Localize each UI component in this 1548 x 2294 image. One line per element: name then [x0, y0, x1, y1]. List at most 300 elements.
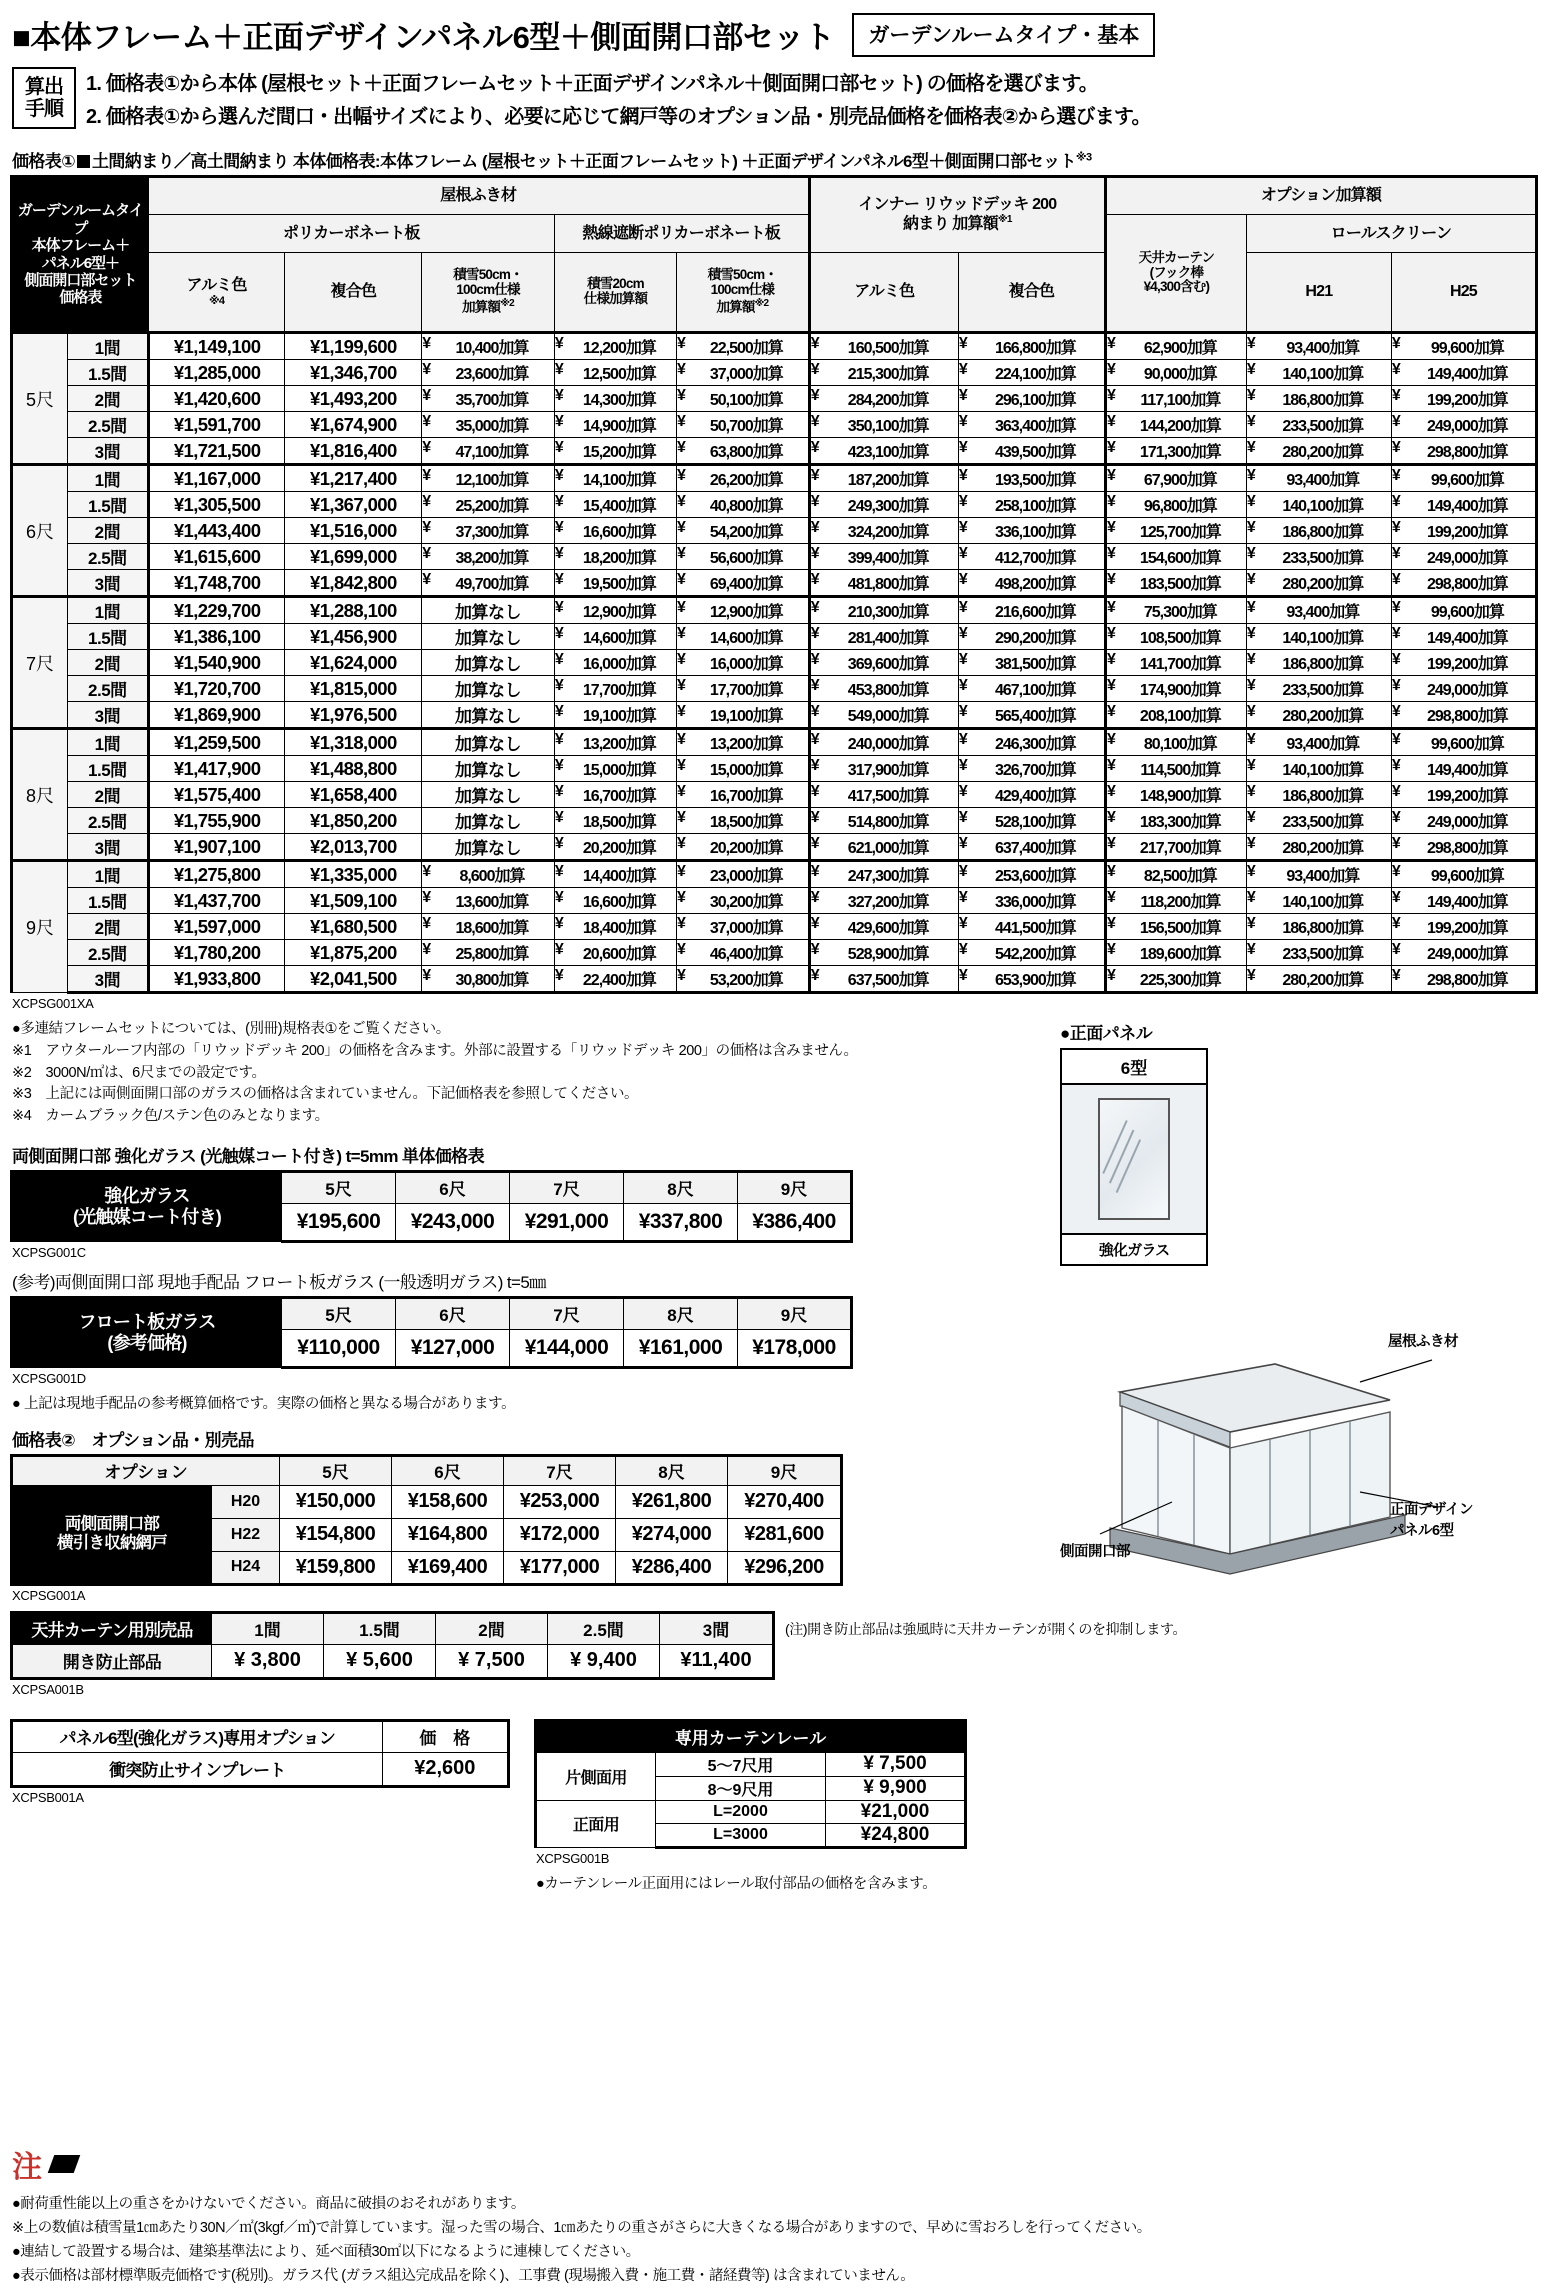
procedure-label	[12, 67, 76, 129]
illustration-column	[1060, 1019, 1530, 1895]
ceiling-table-code: XCPSA001B	[12, 1681, 84, 1697]
table-cell-addition: ¥ 186,800加算	[1246, 386, 1391, 412]
main-table-caption-pre: 価格表①	[12, 152, 75, 171]
table-cell-addition: ¥ 23,000加算	[677, 861, 810, 888]
table-cell-addition: ¥ 49,700加算	[422, 570, 555, 597]
table-cell-addition: ¥ 429,600加算	[809, 914, 958, 940]
table-cell-addition: ¥ 258,100加算	[958, 492, 1105, 518]
table-cell-addition: ¥ 19,100加算	[554, 702, 676, 729]
table-cell-addition: ¥ 35,000加算	[422, 412, 555, 438]
option-price-cell: ¥158,600	[392, 1485, 504, 1518]
table-cell-addition: ¥ 37,000加算	[677, 914, 810, 940]
row-group-shaku: 5尺	[12, 333, 68, 465]
glass-val-2: ¥291,000	[510, 1203, 624, 1241]
table-cell-addition: ¥ 63,800加算	[677, 438, 810, 465]
table-cell-price-alumi: ¥1,259,500	[148, 729, 285, 756]
table-cell-addition: ¥ 12,100加算	[422, 465, 555, 492]
table-cell-addition: ¥ 149,400加算	[1391, 624, 1536, 650]
float-val-2: ¥144,000	[510, 1329, 624, 1367]
table-cell-price-fukugo: ¥1,509,100	[285, 888, 422, 914]
ceiling-val-2: ¥ 7,500	[436, 1644, 548, 1678]
table-cell-addition: ¥ 233,500加算	[1246, 544, 1391, 570]
table-cell-addition: ¥ 233,500加算	[1246, 412, 1391, 438]
table-cell-price-fukugo: ¥1,217,400	[285, 465, 422, 492]
table-cell-addition: ¥ 117,100加算	[1105, 386, 1246, 412]
table-cell-addition: ¥ 154,600加算	[1105, 544, 1246, 570]
table-cell-addition: ¥ 93,400加算	[1246, 333, 1391, 360]
table-cell-addition: ¥ 37,000加算	[677, 360, 810, 386]
row-label-ken: 2間	[67, 782, 148, 808]
table-cell-addition: ¥ 187,200加算	[809, 465, 958, 492]
row-label-ken: 3間	[67, 834, 148, 861]
table-cell-price-alumi: ¥1,591,700	[148, 412, 285, 438]
ceiling-parts-table	[10, 1611, 775, 1680]
float-price-table	[10, 1296, 853, 1369]
table-cell-price-alumi: ¥1,167,000	[148, 465, 285, 492]
glass-col-4: 9尺	[738, 1171, 852, 1203]
table-cell-addition: ¥ 140,100加算	[1246, 624, 1391, 650]
table-cell-addition: ¥ 54,200加算	[677, 518, 810, 544]
ceiling-val-0: ¥ 3,800	[212, 1644, 324, 1678]
panel-option-code: XCPSB001A	[12, 1789, 84, 1805]
table-cell-addition: ¥ 498,200加算	[958, 570, 1105, 597]
procedure-label-line2: 手順	[25, 98, 63, 120]
table-cell-addition: ¥ 249,000加算	[1391, 676, 1536, 702]
option-price-cell: ¥281,600	[728, 1518, 842, 1551]
float-val-1: ¥127,000	[396, 1329, 510, 1367]
row-label-ken: 2間	[67, 386, 148, 412]
row-label-ken: 3間	[67, 438, 148, 465]
table-row	[12, 782, 1537, 808]
table-row	[12, 570, 1537, 597]
table-cell-price-alumi: ¥1,149,100	[148, 333, 285, 360]
group-header-option: オプション加算額	[1105, 177, 1536, 215]
ceiling-col-1: 1.5間	[324, 1612, 436, 1644]
table-cell-addition: ¥ 140,100加算	[1246, 360, 1391, 386]
garden-room-diagram	[1060, 1302, 1530, 1602]
table-cell-addition: ¥ 17,700加算	[554, 676, 676, 702]
table-cell-addition: ¥ 23,600加算	[422, 360, 555, 386]
panel-option-value: ¥2,600	[382, 1752, 508, 1786]
glass-table-caption: 両側面開口部 強化ガラス (光触媒コート付き) t=5mm 単体価格表	[12, 1146, 484, 1166]
corner-label-3: パネル6型＋	[41, 254, 120, 272]
row-label-ken: 1間	[67, 597, 148, 624]
panel-option-table	[10, 1719, 510, 1788]
rail-group-1: 正面用	[536, 1800, 656, 1847]
table-cell-addition: ¥ 240,000加算	[809, 729, 958, 756]
main-table-code: XCPSG001XA	[12, 996, 94, 1011]
option-price-cell: ¥286,400	[616, 1551, 728, 1584]
table-cell-addition: ¥ 16,700加算	[554, 782, 676, 808]
glass-val-1: ¥243,000	[396, 1203, 510, 1241]
table-cell-addition: ¥ 160,500加算	[809, 333, 958, 360]
corner-label-1: ガーデンルームタイプ	[17, 202, 143, 237]
table-cell-addition: ¥ 217,700加算	[1105, 834, 1246, 861]
table-cell-price-fukugo: ¥1,456,900	[285, 624, 422, 650]
table-row	[12, 1485, 842, 1518]
table-cell-price-fukugo: ¥1,674,900	[285, 412, 422, 438]
rail-val-0: ¥ 7,500	[826, 1752, 966, 1776]
table-cell-addition: ¥ 549,000加算	[809, 702, 958, 729]
table-row	[12, 624, 1537, 650]
table-cell-addition: ¥ 233,500加算	[1246, 808, 1391, 834]
table-cell-addition: ¥ 542,200加算	[958, 940, 1105, 966]
table-row	[12, 834, 1537, 861]
table-cell-addition: ¥ 75,300加算	[1105, 597, 1246, 624]
panel-illustration	[1062, 1085, 1206, 1235]
caution-header	[12, 2142, 1532, 2186]
table-cell-addition: ¥ 14,600加算	[677, 624, 810, 650]
table-cell-addition: ¥ 13,200加算	[677, 729, 810, 756]
table-cell-addition: ¥ 412,700加算	[958, 544, 1105, 570]
table-cell-addition: ¥ 13,600加算	[422, 888, 555, 914]
float-val-0: ¥110,000	[282, 1329, 396, 1367]
row-label-ken: 2.5間	[67, 412, 148, 438]
glass-col-2: 7尺	[510, 1171, 624, 1203]
rail-spec-0: 5～7尺用	[656, 1752, 826, 1776]
panel-material-label: 強化ガラス	[1098, 1242, 1170, 1259]
table-cell-addition: ¥ 14,900加算	[554, 412, 676, 438]
table-cell-addition: ¥ 247,300加算	[809, 861, 958, 888]
rail-group-0: 片側面用	[536, 1752, 656, 1800]
table-cell-addition: ¥ 12,900加算	[677, 597, 810, 624]
option-price-cell: ¥253,000	[504, 1485, 616, 1518]
table-cell-addition: ¥ 140,100加算	[1246, 492, 1391, 518]
table-cell-price-alumi: ¥1,597,000	[148, 914, 285, 940]
table-row	[12, 702, 1537, 729]
table-cell-price-fukugo: ¥1,318,000	[285, 729, 422, 756]
float-label-line1: フロート板ガラス	[78, 1312, 216, 1333]
table-cell-addition: ¥ 53,200加算	[677, 966, 810, 993]
option-col-2: 7尺	[504, 1455, 616, 1485]
subgroup-heat: 熱線遮断ポリカーボネート板	[554, 215, 809, 253]
header	[12, 12, 1538, 57]
garden-room-svg	[1060, 1302, 1530, 1602]
table-cell-addition: ¥ 280,200加算	[1246, 570, 1391, 597]
group-inner-line2: 納まり 加算額$^{※1}$	[903, 214, 1012, 233]
table-cell-addition: ¥ 149,400加算	[1391, 492, 1536, 518]
footer-notes	[12, 2142, 1532, 2288]
table-cell-addition: ¥ 25,200加算	[422, 492, 555, 518]
table-cell-addition: ¥ 18,600加算	[422, 914, 555, 940]
option-height-label: H22	[212, 1518, 280, 1551]
table-row	[12, 650, 1537, 676]
row-label-ken: 2.5間	[67, 676, 148, 702]
table-cell-addition: ¥ 249,000加算	[1391, 412, 1536, 438]
table-cell-price-alumi: ¥1,615,600	[148, 544, 285, 570]
col-inner-fukugo: 複合色	[958, 253, 1105, 333]
table-cell-addition: ¥ 528,100加算	[958, 808, 1105, 834]
ceiling-val-4: ¥11,400	[660, 1644, 774, 1678]
table-cell-addition: ¥ 326,700加算	[958, 756, 1105, 782]
row-label-ken: 2間	[67, 518, 148, 544]
table-cell-addition: ¥ 38,200加算	[422, 544, 555, 570]
float-label-line2: (参考価格)	[107, 1332, 187, 1353]
table-cell-price-alumi: ¥1,933,800	[148, 966, 285, 993]
table-row	[12, 756, 1537, 782]
table-cell-no-addition: 加算なし	[422, 624, 555, 650]
table-cell-addition: ¥ 199,200加算	[1391, 518, 1536, 544]
type-badge: ガーデンルームタイプ・基本	[852, 13, 1155, 57]
footer-line-1: ※上の数値は積雪量1㎝あたり30N／㎡(3kgf／㎡)で計算しています。湿った雪の場合、1㎝あたりの重さがさらに大きくなる場合がありますので、早めに雪おろしを行ってください。	[12, 2220, 1151, 2236]
table-cell-price-alumi: ¥1,229,700	[148, 597, 285, 624]
main-table-caption-sup: ※3	[1075, 151, 1092, 164]
table-cell-addition: ¥ 8,600加算	[422, 861, 555, 888]
table-cell-addition: ¥ 324,200加算	[809, 518, 958, 544]
option-price-cell: ¥261,800	[616, 1485, 728, 1518]
corner-label-2: 本体フレーム＋	[31, 237, 130, 255]
option-price-cell: ¥296,200	[728, 1551, 842, 1584]
option-price-cell: ¥177,000	[504, 1551, 616, 1584]
row-group-shaku: 8尺	[12, 729, 68, 861]
group-header-inner	[809, 177, 1105, 253]
table-cell-addition: ¥ 118,200加算	[1105, 888, 1246, 914]
table-cell-addition: ¥ 149,400加算	[1391, 756, 1536, 782]
table-cell-price-fukugo: ¥1,816,400	[285, 438, 422, 465]
curtain-rail-table	[534, 1719, 967, 1849]
rail-spec-1: 8～9尺用	[656, 1776, 826, 1800]
table-cell-addition: ¥ 108,500加算	[1105, 624, 1246, 650]
glass-label-line2: (光触媒コート付き)	[73, 1206, 221, 1227]
table-cell-price-fukugo: ¥1,335,000	[285, 861, 422, 888]
page-title: ■本体フレーム＋正面デザインパネル6型＋側面開口部セット	[12, 20, 835, 55]
table-cell-addition: ¥ 233,500加算	[1246, 676, 1391, 702]
table-cell-addition: ¥ 249,000加算	[1391, 544, 1536, 570]
table-cell-addition: ¥ 171,300加算	[1105, 438, 1246, 465]
table-cell-no-addition: 加算なし	[422, 597, 555, 624]
table-cell-addition: ¥ 30,800加算	[422, 966, 555, 993]
table-cell-addition: ¥ 284,200加算	[809, 386, 958, 412]
row-label-ken: 3間	[67, 966, 148, 993]
glass-col-0: 5尺	[282, 1171, 396, 1203]
table-cell-addition: ¥ 280,200加算	[1246, 966, 1391, 993]
col-alumi: アルミ色 ※4	[148, 253, 285, 333]
float-col-1: 6尺	[396, 1297, 510, 1329]
ceiling-val-3: ¥ 9,400	[548, 1644, 660, 1678]
table-cell-price-alumi: ¥1,780,200	[148, 940, 285, 966]
table-cell-addition: ¥ 156,500加算	[1105, 914, 1246, 940]
row-label-ken: 1.5間	[67, 360, 148, 386]
float-val-4: ¥178,000	[738, 1329, 852, 1367]
ceiling-col-2: 2間	[436, 1612, 548, 1644]
table-cell-addition: ¥ 18,500加算	[554, 808, 676, 834]
table-cell-price-alumi: ¥1,540,900	[148, 650, 285, 676]
table-cell-price-fukugo: ¥1,850,200	[285, 808, 422, 834]
rail-table-note: ●カーテンレール正面用にはレール取付部品の価格を含みます。	[536, 1875, 937, 1892]
table-cell-addition: ¥ 10,400加算	[422, 333, 555, 360]
table-cell-addition: ¥ 46,400加算	[677, 940, 810, 966]
table-cell-price-alumi: ¥1,285,000	[148, 360, 285, 386]
table-cell-no-addition: 加算なし	[422, 729, 555, 756]
float-col-2: 7尺	[510, 1297, 624, 1329]
ceiling-col-4: 3間	[660, 1612, 774, 1644]
table-row	[12, 914, 1537, 940]
table-row	[12, 412, 1537, 438]
table-cell-no-addition: 加算なし	[422, 808, 555, 834]
table-cell-addition: ¥ 653,900加算	[958, 966, 1105, 993]
front-panel-title: ●正面パネル	[1060, 1024, 1153, 1043]
table-row	[12, 544, 1537, 570]
table-cell-addition: ¥ 215,300加算	[809, 360, 958, 386]
rail-spec-2: L=2000	[656, 1800, 826, 1823]
option-col-4: 9尺	[728, 1455, 842, 1485]
table-row	[12, 465, 1537, 492]
glass-pane-icon	[1098, 1098, 1170, 1220]
table-cell-price-alumi: ¥1,437,700	[148, 888, 285, 914]
table-cell-price-fukugo: ¥1,624,000	[285, 650, 422, 676]
row-label-ken: 1.5間	[67, 492, 148, 518]
rail-spec-3: L=3000	[656, 1823, 826, 1847]
rail-header: 専用カーテンレール	[536, 1720, 966, 1752]
table-cell-addition: ¥ 363,400加算	[958, 412, 1105, 438]
table-row	[12, 808, 1537, 834]
table-cell-addition: ¥ 350,100加算	[809, 412, 958, 438]
main-table-caption	[12, 147, 1538, 172]
procedure-step-1: 1. 価格表①から本体 (屋根セット＋正面フレームセット＋正面デザインパネル＋側面開口部セット) の価格を選びます。	[86, 73, 1099, 95]
table-cell-addition: ¥ 99,600加算	[1391, 861, 1536, 888]
table-cell-addition: ¥ 141,700加算	[1105, 650, 1246, 676]
table-cell-addition: ¥ 69,400加算	[677, 570, 810, 597]
table-cell-addition: ¥ 290,200加算	[958, 624, 1105, 650]
option-col-0: 5尺	[280, 1455, 392, 1485]
table-cell-addition: ¥ 90,000加算	[1105, 360, 1246, 386]
table-cell-addition: ¥ 56,600加算	[677, 544, 810, 570]
table-cell-addition: ¥ 429,400加算	[958, 782, 1105, 808]
rail-table-code: XCPSG001B	[536, 1850, 610, 1866]
table-cell-addition: ¥ 15,000加算	[554, 756, 676, 782]
table-cell-price-fukugo: ¥1,680,500	[285, 914, 422, 940]
table-cell-addition: ¥ 249,000加算	[1391, 940, 1536, 966]
option-height-label: H24	[212, 1551, 280, 1584]
footer-line-0: ●耐荷重性能以上の重さをかけないでください。商品に破損のおそれがあります。	[12, 2196, 525, 2212]
table-cell-addition: ¥ 30,200加算	[677, 888, 810, 914]
table-cell-addition: ¥ 18,200加算	[554, 544, 676, 570]
col-h25: H25	[1391, 253, 1536, 333]
row-label-ken: 1間	[67, 861, 148, 888]
footer-line-3: ●表示価格は部材標準販売価格です(税別)。ガラス代 (ガラス組込完成品を除く)、工事費 (現場搬入費・施工費・諸経費等) は含まれていません。	[12, 2268, 915, 2284]
table-cell-addition: ¥ 16,000加算	[677, 650, 810, 676]
table-cell-price-fukugo: ¥1,516,000	[285, 518, 422, 544]
table-cell-addition: ¥ 423,100加算	[809, 438, 958, 465]
option-price-cell: ¥270,400	[728, 1485, 842, 1518]
table-cell-addition: ¥ 528,900加算	[809, 940, 958, 966]
option-table-code: XCPSG001A	[12, 1587, 86, 1603]
callout-side-opening: 側面開口部	[1060, 1544, 1130, 1560]
option-price-cell: ¥150,000	[280, 1485, 392, 1518]
table-cell-addition: ¥ 99,600加算	[1391, 465, 1536, 492]
table-cell-addition: ¥ 140,100加算	[1246, 756, 1391, 782]
glass-val-4: ¥386,400	[738, 1203, 852, 1241]
table-cell-addition: ¥ 149,400加算	[1391, 360, 1536, 386]
table-cell-addition: ¥ 336,100加算	[958, 518, 1105, 544]
table-cell-addition: ¥ 20,200加算	[554, 834, 676, 861]
table-cell-addition: ¥ 298,800加算	[1391, 438, 1536, 465]
float-col-3: 8尺	[624, 1297, 738, 1329]
table-row	[12, 438, 1537, 465]
table-cell-no-addition: 加算なし	[422, 650, 555, 676]
col-snow50-a: 積雪50cm・ 100cm仕様 加算額$^{※2}$	[422, 253, 555, 333]
option-price-cell: ¥159,800	[280, 1551, 392, 1584]
table-cell-addition: ¥ 280,200加算	[1246, 702, 1391, 729]
col-ceiling-curtain: 天井カーテン (フック棒 ¥4,300含む)	[1105, 215, 1246, 333]
table-cell-addition: ¥ 18,400加算	[554, 914, 676, 940]
front-panel-card	[1060, 1048, 1208, 1266]
table-cell-price-fukugo: ¥2,041,500	[285, 966, 422, 993]
ceiling-table-label: 天井カーテン用別売品	[12, 1612, 212, 1644]
footnote-1: ※1 アウタールーフ内部の「リウッドデッキ 200」の価格を含みます。外部に設置する「リウッドデッキ 200」の価格は含みません。	[12, 1042, 858, 1059]
table-cell-addition: ¥ 99,600加算	[1391, 333, 1536, 360]
ceiling-table-note: (注)開き防止部品は強風時に天井カーテンが開くのを抑制します。	[785, 1620, 1187, 1637]
table-cell-price-fukugo: ¥1,842,800	[285, 570, 422, 597]
table-cell-price-fukugo: ¥1,658,400	[285, 782, 422, 808]
table-cell-addition: ¥ 93,400加算	[1246, 465, 1391, 492]
ceiling-col-0: 1間	[212, 1612, 324, 1644]
table-cell-addition: ¥ 13,200加算	[554, 729, 676, 756]
table-row	[12, 861, 1537, 888]
table-cell-addition: ¥ 18,500加算	[677, 808, 810, 834]
table-cell-addition: ¥ 144,200加算	[1105, 412, 1246, 438]
table-cell-addition: ¥ 16,700加算	[677, 782, 810, 808]
table-cell-price-alumi: ¥1,907,100	[148, 834, 285, 861]
row-label-ken: 1.5間	[67, 624, 148, 650]
table-cell-addition: ¥ 15,400加算	[554, 492, 676, 518]
row-label-ken: 2.5間	[67, 544, 148, 570]
table-cell-price-alumi: ¥1,575,400	[148, 782, 285, 808]
footnote-0: ●多連結フレームセットについては、(別冊)規格表①をご覧ください。	[12, 1021, 450, 1037]
table-cell-addition: ¥ 280,200加算	[1246, 834, 1391, 861]
col-h21: H21	[1246, 253, 1391, 333]
table-cell-addition: ¥ 93,400加算	[1246, 597, 1391, 624]
glass-val-0: ¥195,600	[282, 1203, 396, 1241]
table-cell-addition: ¥ 216,600加算	[958, 597, 1105, 624]
table-cell-price-fukugo: ¥1,488,800	[285, 756, 422, 782]
table-cell-addition: ¥ 199,200加算	[1391, 782, 1536, 808]
table-cell-addition: ¥ 249,000加算	[1391, 808, 1536, 834]
subgroup-poly: ポリカーボネート板	[148, 215, 554, 253]
footnote-3: ※3 上記には両側面開口部のガラスの価格は含まれていません。下記価格表を参照してください。	[12, 1086, 639, 1103]
table-cell-price-alumi: ¥1,386,100	[148, 624, 285, 650]
table-cell-addition: ¥ 20,200加算	[677, 834, 810, 861]
square-bullet-icon	[77, 155, 90, 168]
table-cell-addition: ¥ 99,600加算	[1391, 597, 1536, 624]
table-cell-addition: ¥ 16,000加算	[554, 650, 676, 676]
panel-model-label: 6型	[1062, 1050, 1206, 1085]
option-price-cell: ¥274,000	[616, 1518, 728, 1551]
rail-val-1: ¥ 9,900	[826, 1776, 966, 1800]
col-snow50-b: 積雪50cm・ 100cm仕様 加算額$^{※2}$	[677, 253, 810, 333]
row-label-ken: 1.5間	[67, 888, 148, 914]
table-cell-addition: ¥ 186,800加算	[1246, 518, 1391, 544]
table-row	[12, 966, 1537, 993]
table-cell-addition: ¥ 93,400加算	[1246, 861, 1391, 888]
table-cell-addition: ¥ 224,100加算	[958, 360, 1105, 386]
table-cell-price-alumi: ¥1,755,900	[148, 808, 285, 834]
main-price-table	[10, 175, 1538, 994]
row-group-shaku: 6尺	[12, 465, 68, 597]
table-cell-price-alumi: ¥1,869,900	[148, 702, 285, 729]
callout-front-panel: 正面デザイン パネル6型	[1390, 1502, 1473, 1539]
table-cell-addition: ¥ 399,400加算	[809, 544, 958, 570]
table-cell-addition: ¥ 514,800加算	[809, 808, 958, 834]
table-cell-addition: ¥ 15,000加算	[677, 756, 810, 782]
table-cell-addition: ¥ 25,800加算	[422, 940, 555, 966]
table-cell-addition: ¥ 26,200加算	[677, 465, 810, 492]
table-cell-addition: ¥ 637,500加算	[809, 966, 958, 993]
table-cell-price-fukugo: ¥1,367,000	[285, 492, 422, 518]
row-label-ken: 3間	[67, 702, 148, 729]
table-cell-price-fukugo: ¥1,346,700	[285, 360, 422, 386]
table-cell-addition: ¥ 565,400加算	[958, 702, 1105, 729]
